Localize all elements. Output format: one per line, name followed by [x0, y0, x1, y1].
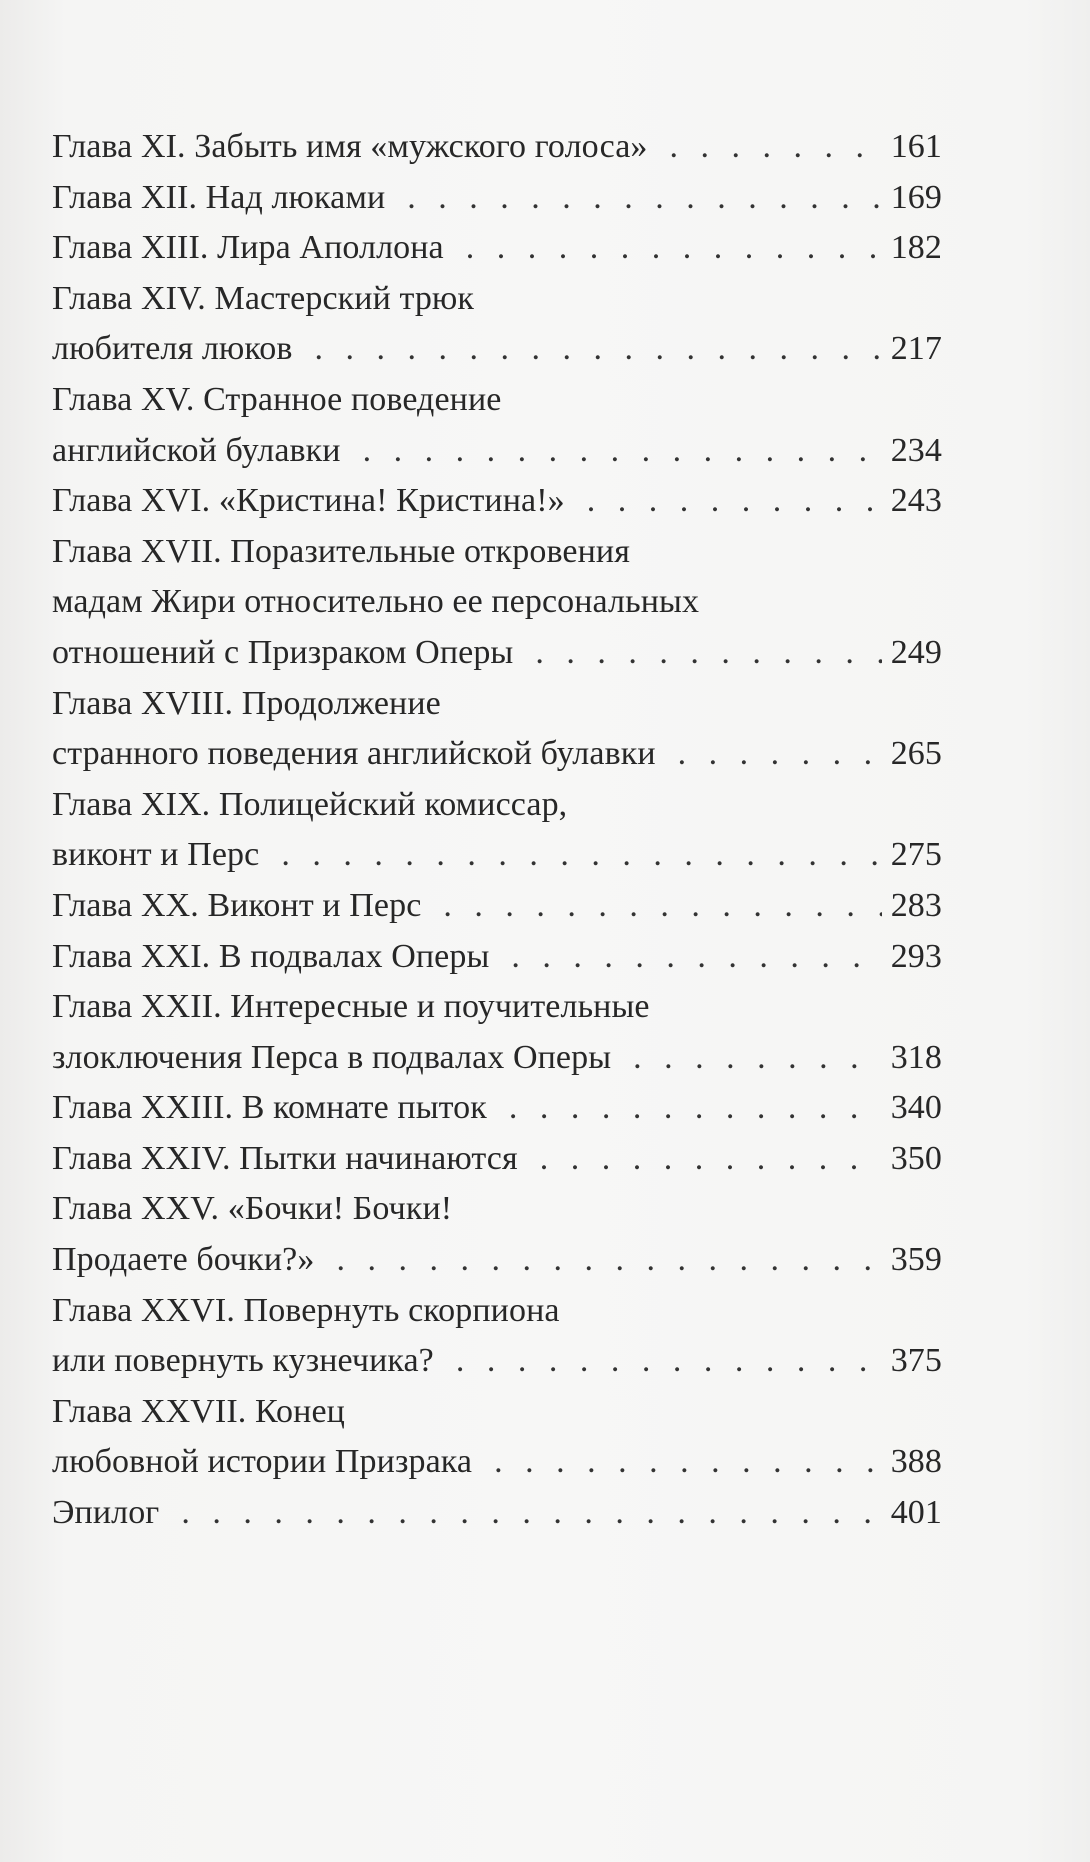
page-number: 265	[890, 735, 942, 773]
toc-entry	[52, 476, 942, 527]
chapter-title-continuation: отношений с Призраком Оперы	[52, 633, 514, 671]
dot-leader	[443, 881, 882, 932]
toc-entry	[52, 173, 942, 224]
toc-line	[52, 729, 942, 780]
chapter-title: Глава XXVII. Конец	[52, 1392, 345, 1430]
dot-leader	[466, 223, 882, 274]
chapter-title: Глава XIII. Лира Аполлона	[52, 229, 444, 267]
page-number: 169	[890, 178, 942, 216]
toc-line	[52, 932, 942, 983]
page-number: 318	[890, 1038, 942, 1076]
toc-entry	[52, 122, 942, 173]
page-number: 275	[890, 836, 942, 874]
dot-leader	[363, 426, 882, 477]
toc-line	[52, 223, 942, 274]
dot-leader	[456, 1336, 882, 1387]
toc-line	[52, 982, 942, 1033]
chapter-title: Глава XXIII. В комнате пыток	[52, 1089, 487, 1127]
chapter-title: Глава XI. Забыть имя «мужского голоса»	[52, 128, 648, 165]
toc-line	[52, 1488, 942, 1539]
toc-line	[52, 1184, 942, 1235]
chapter-title-continuation: злоключения Перса в подвалах Оперы	[52, 1038, 612, 1076]
toc-line	[52, 324, 942, 375]
page-number: 375	[890, 1342, 942, 1380]
toc-line	[52, 476, 942, 527]
chapter-title: Глава XVII. Поразительные откровения	[52, 532, 630, 570]
toc-entry	[52, 527, 942, 679]
page-number: 243	[890, 482, 942, 520]
chapter-title: Глава XXVI. Повернуть скорпиона	[52, 1291, 560, 1329]
dot-leader	[511, 932, 882, 983]
toc-line	[52, 679, 942, 730]
dot-leader	[336, 1235, 882, 1286]
page-number: 283	[890, 886, 942, 924]
chapter-title: Глава XIX. Полицейский комиссар,	[52, 785, 568, 823]
dot-leader	[494, 1437, 882, 1488]
page-number: 217	[890, 330, 942, 368]
toc-entry	[52, 881, 942, 932]
toc-line	[52, 628, 942, 679]
toc-line	[52, 1286, 942, 1337]
toc-entry	[52, 1184, 942, 1285]
toc-entry	[52, 780, 942, 881]
dot-leader	[407, 173, 882, 224]
dot-leader	[535, 628, 882, 679]
chapter-title-continuation: Продаете бочки?»	[52, 1241, 315, 1279]
page-number: 388	[890, 1443, 942, 1481]
toc-line	[52, 1387, 942, 1438]
chapter-title-continuation: мадам Жири относительно ее персональных	[52, 583, 700, 621]
dot-leader	[281, 830, 882, 881]
dot-leader	[315, 324, 882, 375]
dot-leader	[181, 1488, 882, 1539]
toc-line	[52, 1437, 942, 1488]
toc-line	[52, 1083, 942, 1134]
table-of-contents	[52, 122, 942, 1539]
chapter-title: Глава XXI. В подвалах Оперы	[52, 937, 490, 975]
toc-line	[52, 274, 942, 325]
chapter-title: Глава XVI. «Кристина! Кристина!»	[52, 482, 565, 520]
page-number: 161	[890, 128, 942, 165]
toc-line	[52, 1033, 942, 1084]
toc-entry	[52, 982, 942, 1083]
dot-leader	[670, 122, 883, 173]
chapter-title-continuation: любовной истории Призрака	[52, 1443, 473, 1481]
page-number: 359	[890, 1241, 942, 1279]
chapter-title: Глава XXII. Интересные и поучительные	[52, 988, 650, 1026]
toc-line	[52, 375, 942, 426]
page-number: 234	[890, 431, 942, 469]
chapter-title: Глава XII. Над люками	[52, 178, 386, 216]
toc-entry	[52, 1286, 942, 1387]
page-number: 340	[890, 1089, 942, 1127]
page-number: 293	[890, 937, 942, 975]
chapter-title-continuation: или повернуть кузнечика?	[52, 1342, 434, 1380]
toc-entry	[52, 375, 942, 476]
toc-entry	[52, 1387, 942, 1488]
chapter-title: Глава XVIII. Продолжение	[52, 684, 441, 722]
toc-line	[52, 780, 942, 831]
page-number: 350	[890, 1139, 942, 1177]
page-number: 249	[890, 633, 942, 671]
toc-entry	[52, 1083, 942, 1134]
toc-line	[52, 122, 942, 173]
dot-leader	[587, 476, 882, 527]
dot-leader	[678, 729, 882, 780]
chapter-title-continuation: английской булавки	[52, 431, 341, 469]
toc-entry	[52, 932, 942, 983]
chapter-title-continuation: странного поведения английской булавки	[52, 735, 656, 773]
chapter-title-continuation: виконт и Перс	[52, 836, 260, 874]
toc-line	[52, 881, 942, 932]
page-number: 401	[890, 1494, 942, 1532]
toc-line	[52, 1336, 942, 1387]
toc-entry	[52, 274, 942, 375]
chapter-title: Глава XXV. «Бочки! Бочки!	[52, 1190, 453, 1228]
toc-entry	[52, 223, 942, 274]
toc-line	[52, 426, 942, 477]
toc-entry	[52, 1134, 942, 1185]
toc-line	[52, 830, 942, 881]
chapter-title: Глава XV. Странное поведение	[52, 380, 502, 418]
page-number: 182	[890, 229, 942, 267]
dot-leader	[509, 1083, 882, 1134]
toc-line	[52, 1134, 942, 1185]
toc-line	[52, 527, 942, 578]
chapter-title: Глава XIV. Мастерский трюк	[52, 279, 475, 317]
toc-line	[52, 173, 942, 224]
dot-leader	[540, 1134, 882, 1185]
chapter-title: Глава XX. Виконт и Перс	[52, 886, 422, 924]
toc-entry	[52, 679, 942, 780]
chapter-title: Эпилог	[52, 1494, 160, 1532]
dot-leader	[633, 1033, 882, 1084]
toc-entry	[52, 1488, 942, 1539]
toc-line	[52, 577, 942, 628]
toc-line	[52, 1235, 942, 1286]
chapter-title: Глава XXIV. Пытки начинаются	[52, 1139, 518, 1177]
chapter-title-continuation: любителя люков	[52, 330, 293, 368]
